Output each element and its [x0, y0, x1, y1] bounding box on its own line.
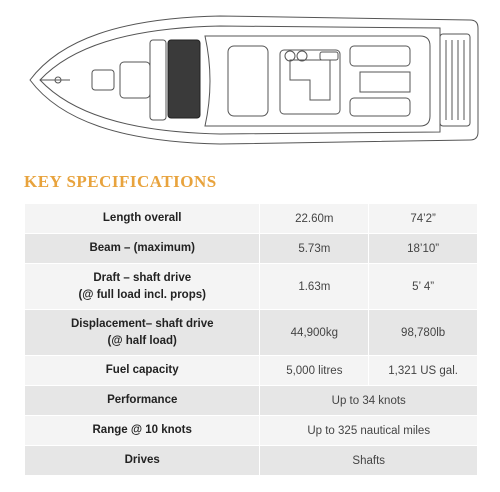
spec-label: Drives [25, 446, 260, 476]
spec-metric-value: 1.63m [260, 264, 369, 310]
spec-label: Draft – shaft drive (@ full load incl. props) [25, 264, 260, 310]
section-heading: KEY SPECIFICATIONS [24, 172, 217, 191]
spec-imperial-value: 74’2” [369, 204, 478, 234]
table-row [25, 386, 478, 416]
spec-label: Performance [25, 386, 260, 416]
spec-value: Up to 325 nautical miles [260, 416, 478, 446]
spec-imperial-value: 18’10” [369, 234, 478, 264]
spec-value: Shafts [260, 446, 478, 476]
table-row [25, 264, 478, 310]
spec-label: Fuel capacity [25, 356, 260, 386]
table-row [25, 234, 478, 264]
specifications-table [24, 203, 478, 476]
spec-imperial-value: 98,780lb [369, 310, 478, 356]
table-row [25, 416, 478, 446]
table-row [25, 204, 478, 234]
spec-label: Range @ 10 knots [25, 416, 260, 446]
spec-metric-value: 44,900kg [260, 310, 369, 356]
table-row [25, 356, 478, 386]
table-row [25, 310, 478, 356]
spec-imperial-value: 1,321 US gal. [369, 356, 478, 386]
spec-metric-value: 22.60m [260, 204, 369, 234]
spec-metric-value: 5.73m [260, 234, 369, 264]
yacht-deck-plan-drawing [0, 0, 500, 160]
spec-label: Length overall [25, 204, 260, 234]
spec-label: Beam – (maximum) [25, 234, 260, 264]
spec-metric-value: 5,000 litres [260, 356, 369, 386]
spec-imperial-value: 5’ 4” [369, 264, 478, 310]
table-row [25, 446, 478, 476]
spec-label: Displacement– shaft drive (@ half load) [25, 310, 260, 356]
spec-value: Up to 34 knots [260, 386, 478, 416]
